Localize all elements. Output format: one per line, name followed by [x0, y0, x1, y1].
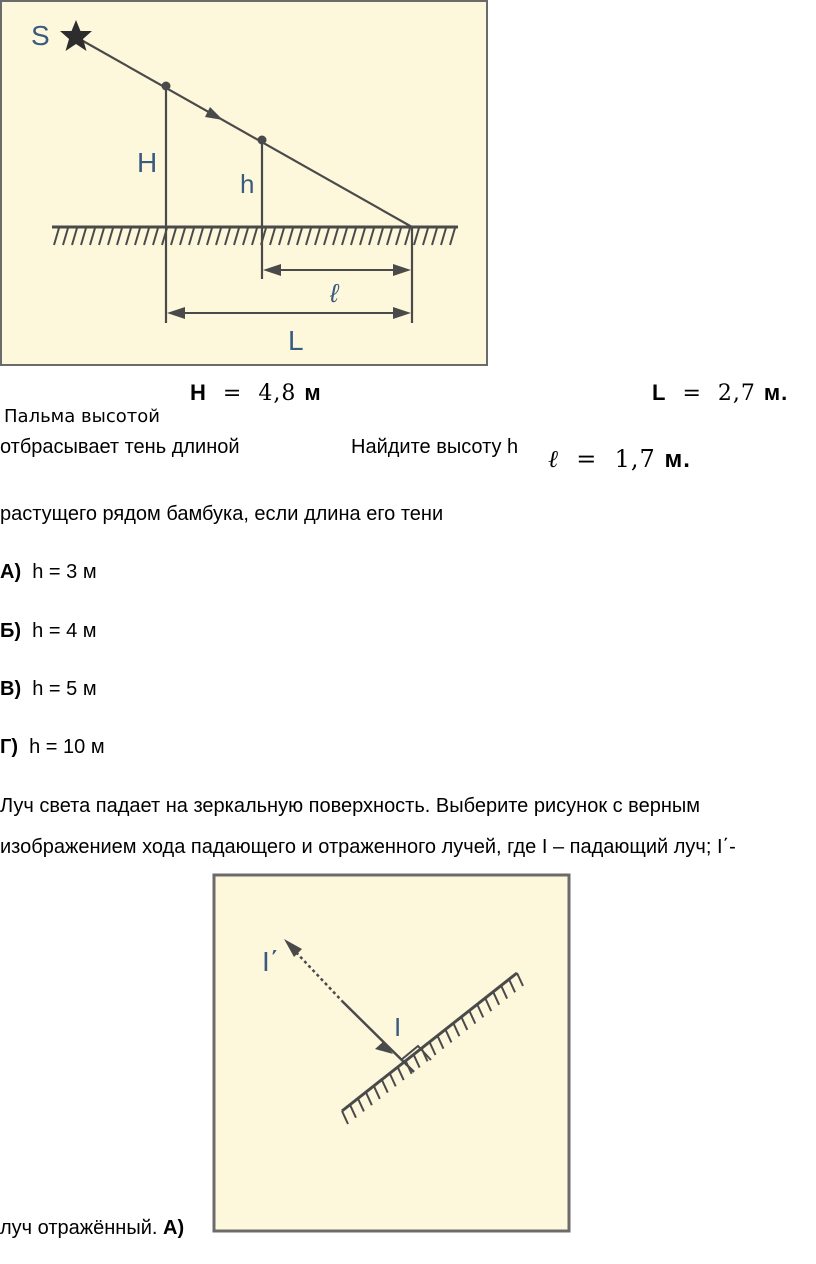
- label-reflected: I΄: [262, 946, 280, 977]
- problem1-line1: Пальма высотой: [4, 406, 160, 427]
- option-v[interactable]: [0, 678, 97, 701]
- label-h: h: [240, 169, 255, 199]
- formula-var: H: [190, 380, 207, 405]
- problem2-line3: [0, 1217, 184, 1240]
- formula-var: ℓ: [548, 445, 559, 473]
- formula-eq: =: [682, 381, 702, 406]
- formula-unit: м: [304, 380, 322, 405]
- bamboo-top-dot: [258, 136, 267, 145]
- formula-unit: м.: [664, 446, 691, 473]
- option-text: h = 4 м: [32, 620, 97, 642]
- option-a[interactable]: [0, 561, 97, 584]
- formula-num: 1,7: [614, 445, 656, 473]
- mirror-diagram[interactable]: [212, 873, 572, 1235]
- formula-unit: м.: [763, 380, 789, 405]
- shadow-diagram: [0, 0, 490, 368]
- option-letter: Г): [0, 736, 18, 758]
- formula-num: 4,8: [258, 381, 297, 406]
- problem1-line3: растущего рядом бамбука, если длина его тени: [0, 503, 444, 525]
- option-b[interactable]: [0, 620, 97, 643]
- formula-l: [548, 445, 691, 474]
- option-text: h = 3 м: [32, 561, 97, 583]
- formula-eq: =: [576, 445, 598, 473]
- label-S: S: [31, 20, 50, 51]
- option-text: h = 10 м: [29, 736, 105, 758]
- palm-top-dot: [162, 82, 171, 91]
- option-letter: А): [163, 1217, 185, 1239]
- label-incident: I: [394, 1012, 402, 1042]
- formula-num: 2,7: [717, 381, 756, 406]
- option-letter: Б): [0, 620, 22, 642]
- problem2-line3-text: луч отражённый.: [0, 1217, 158, 1239]
- formula-H: [190, 380, 322, 406]
- label-l: ℓ: [330, 278, 339, 308]
- formula-eq: =: [222, 381, 243, 406]
- problem2-line1: Луч света падает на зеркальную поверхность. Выберите рисунок с верным: [0, 795, 700, 817]
- option-text: h = 5 м: [32, 678, 97, 700]
- label-H: H: [137, 147, 158, 178]
- problem1-line2: отбрасывает тень длиной: [0, 436, 240, 458]
- label-L: L: [288, 325, 304, 356]
- option-letter: А): [0, 561, 22, 583]
- option-letter: В): [0, 678, 22, 700]
- problem2-line2: изображением хода падающего и отраженного лучей, где I – падающий луч; I΄-: [0, 836, 736, 858]
- formula-var: L: [652, 380, 667, 405]
- problem1-find: Найдите высоту h: [351, 436, 519, 458]
- formula-L: [652, 380, 788, 406]
- option-g[interactable]: [0, 736, 105, 759]
